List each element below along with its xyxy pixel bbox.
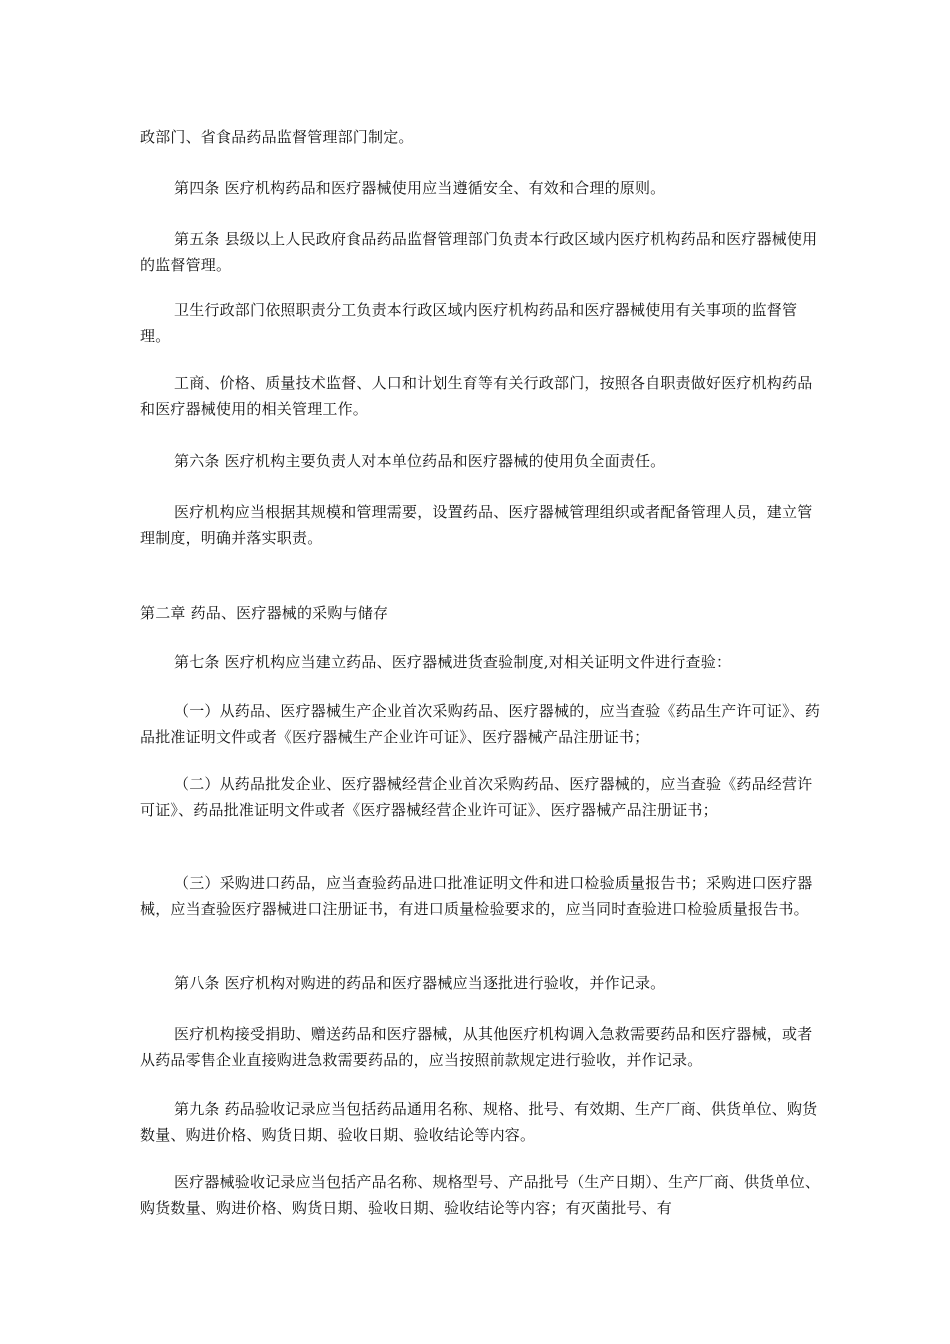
article-9-para-2: 医疗器械验收记录应当包括产品名称、规格型号、产品批号（生产日期）、生产厂商、供货单位、购货数量、购进价格、购货日期、验收日期、验收结论等内容；有灭菌批号、有 [140,1173,821,1217]
article-5-para-3: 工商、价格、质量技术监督、人口和计划生育等有关行政部门，按照各自职责做好医疗机构药品和医疗器械使用的相关管理工作。 [140,374,813,418]
article-5: 第五条 县级以上人民政府食品药品监督管理部门负责本行政区域内医疗机构药品和医疗器械使用的监督管理。 [140,230,818,274]
chapter-2-heading: 第二章 药品、医疗器械的采购与储存 [140,604,389,622]
article-4: 第四条 医疗机构药品和医疗器械使用应当遵循安全、有效和合理的原则。 [174,179,666,197]
article-7-item-1: （一）从药品、医疗器械生产企业首次采购药品、医疗器械的，应当查验《药品生产许可证》、药品批准证明文件或者《医疗器械生产企业许可证》、医疗器械产品注册证书； [140,702,821,746]
article-7: 第七条 医疗机构应当建立药品、医疗器械进货查验制度,对相关证明文件进行查验： [174,653,732,671]
paragraph-continuation: 政部门、省食品药品监督管理部门制定。 [140,128,414,146]
article-6: 第六条 医疗机构主要负责人对本单位药品和医疗器械的使用负全面责任。 [174,452,666,470]
article-7-item-2: （二）从药品批发企业、医疗器械经营企业首次采购药品、医疗器械的，应当查验《药品经营许可证》、药品批准证明文件或者《医疗器械经营企业许可证》、医疗器械产品注册证书； [140,775,813,819]
article-8: 第八条 医疗机构对购进的药品和医疗器械应当逐批进行验收，并作记录。 [174,974,666,992]
article-7-item-3: （三）采购进口药品，应当查验药品进口批准证明文件和进口检验质量报告书；采购进口医疗器械，应当查验医疗器械进口注册证书，有进口质量检验要求的，应当同时查验进口检验质量报告书。 [140,874,813,918]
article-9: 第九条 药品验收记录应当包括药品通用名称、规格、批号、有效期、生产厂商、供货单位、购货数量、购进价格、购货日期、验收日期、验收结论等内容。 [140,1100,818,1144]
article-5-para-2: 卫生行政部门依照职责分工负责本行政区域内医疗机构药品和医疗器械使用有关事项的监督管理。 [140,301,798,345]
article-6-para-2: 医疗机构应当根据其规模和管理需要，设置药品、医疗器械管理组织或者配备管理人员，建立管理制度，明确并落实职责。 [140,503,813,547]
article-8-para-2: 医疗机构接受捐助、赠送药品和医疗器械，从其他医疗机构调入急救需要药品和医疗器械，或者从药品零售企业直接购进急救需要药品的，应当按照前款规定进行验收，并作记录。 [140,1025,813,1069]
